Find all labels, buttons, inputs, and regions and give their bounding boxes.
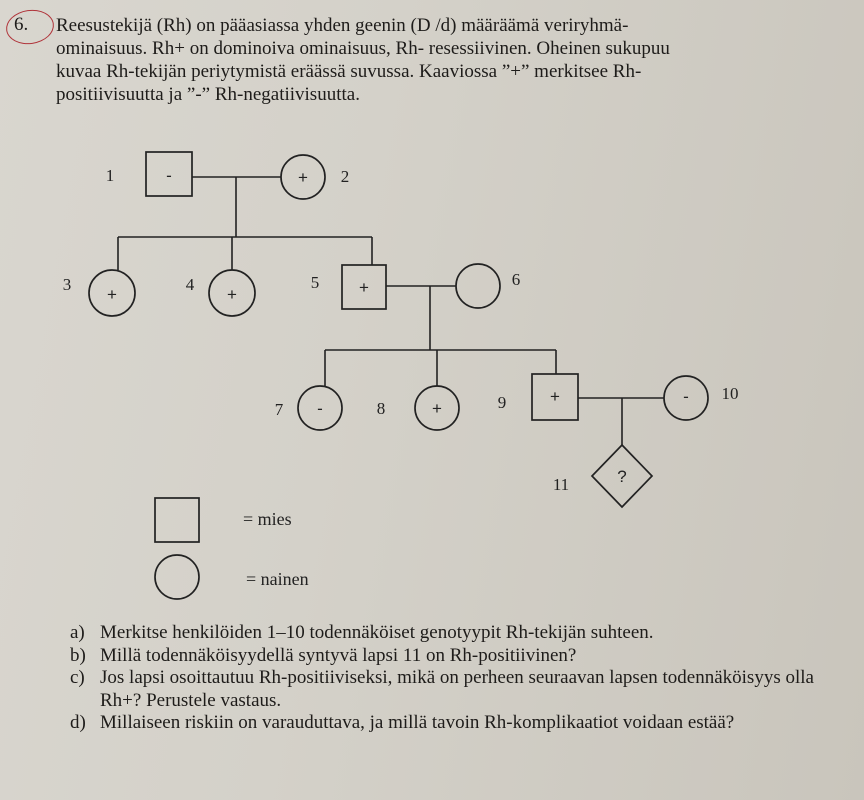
intro-line: Reesustekijä (Rh) on pääasiassa yhden geenin (D /d) määräämä veriryhmä- — [56, 15, 629, 36]
person-5-label: 5 — [310, 273, 320, 292]
person-8-symbol: + — [432, 399, 442, 418]
intro-line: ominaisuus. Rh+ on dominoiva ominaisuus, Rh- resessiivinen. Oheinen sukupuu — [56, 38, 670, 59]
legend-female-text: = nainen — [246, 569, 309, 589]
question-text: Jos lapsi osoittautuu Rh-positiiviseksi, mikä on perheen seuraavan lapsen todennäköisyys olla Rh+? Perustele vastaus. — [100, 667, 814, 711]
person-3-label: 3 — [62, 275, 72, 294]
person-11-symbol: ? — [617, 467, 627, 486]
person-6-label: 6 — [511, 270, 521, 289]
legend-female-circle — [155, 555, 199, 599]
question-c — [70, 667, 840, 712]
question-a — [70, 622, 840, 645]
question-text: Merkitse henkilöiden 1–10 todennäköiset genotyypit Rh-tekijän suhteen. — [100, 622, 654, 643]
question-d — [70, 712, 840, 735]
person-1-label: 1 — [105, 166, 115, 185]
person-9-symbol: + — [550, 387, 560, 406]
legend-male-text: = mies — [243, 509, 292, 529]
question-letter: a) — [70, 622, 85, 643]
intro-line: positiivisuutta ja ”-” Rh-negatiivisuutta. — [56, 84, 360, 105]
person-2-symbol: + — [298, 168, 308, 187]
person-7-symbol: - — [317, 399, 323, 418]
question-text: Millä todennäköisyydellä syntyvä lapsi 11 on Rh-positiivinen? — [100, 644, 577, 666]
question-letter: c) — [70, 667, 85, 688]
person-9-label: 9 — [497, 393, 507, 412]
question-text: Millaiseen riskiin on varauduttava, ja millä tavoin Rh-komplikaatiot voidaan estää? — [100, 712, 735, 733]
person-1-symbol: - — [166, 166, 172, 185]
intro-line: kuvaa Rh-tekijän periytymistä eräässä suvussa. Kaaviossa ”+” merkitsee Rh- — [56, 61, 642, 82]
person-11-label: 11 — [552, 475, 570, 494]
question-b — [70, 645, 840, 668]
person-5-symbol: + — [359, 278, 369, 297]
pedigree-lines — [118, 177, 664, 445]
question-list — [70, 622, 840, 735]
person-4-label: 4 — [185, 275, 195, 294]
person-10-label: 10 — [721, 384, 739, 403]
person-4-symbol: + — [227, 285, 237, 304]
question-letter: d) — [70, 712, 86, 733]
legend-male-square — [155, 498, 199, 542]
person-7-label: 7 — [274, 400, 284, 419]
person-2-label: 2 — [340, 167, 350, 186]
person-6-circle — [456, 264, 500, 308]
question-letter: b) — [70, 644, 86, 666]
person-10-symbol: - — [683, 387, 689, 406]
question-number: 6. — [14, 14, 29, 35]
person-3-symbol: + — [107, 285, 117, 304]
person-8-label: 8 — [376, 399, 386, 418]
